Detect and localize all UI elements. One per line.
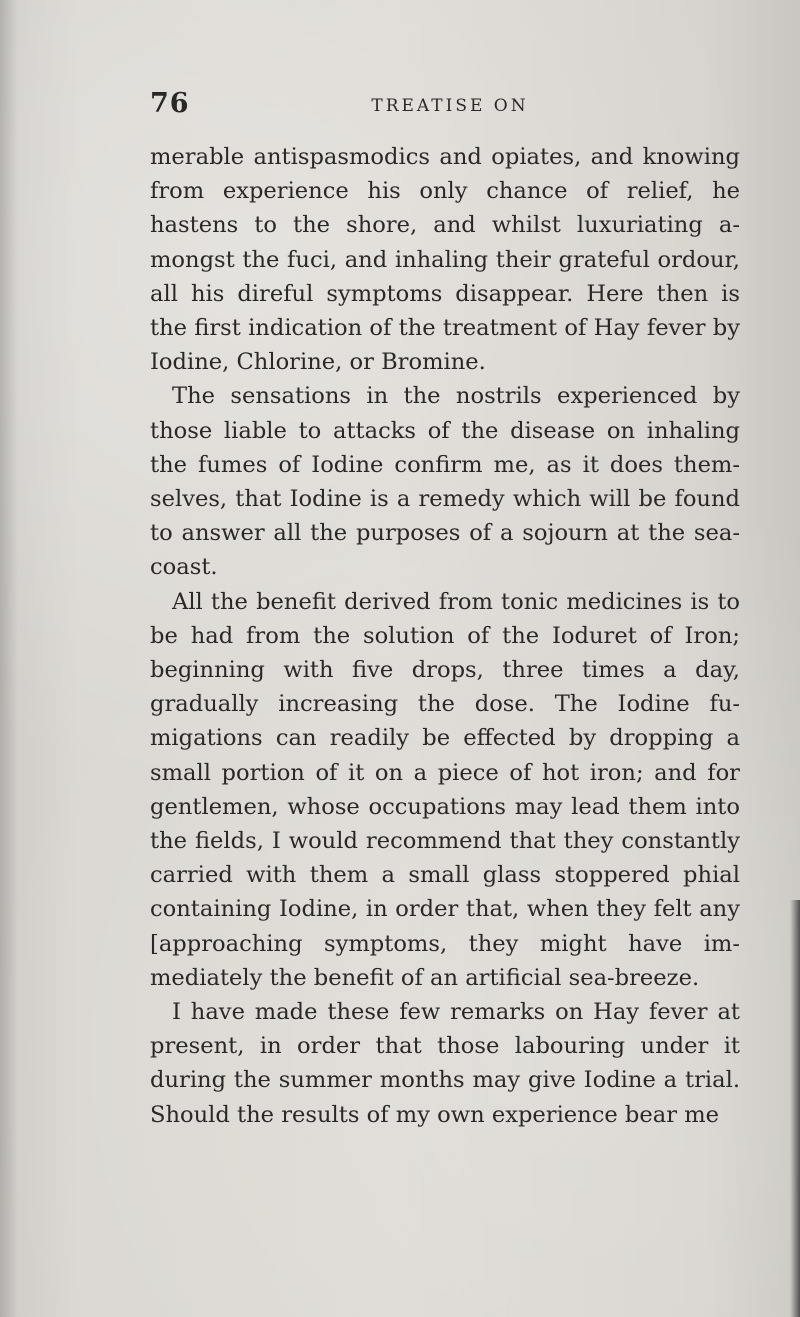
page-edge-shadow — [790, 900, 800, 1317]
paragraph-4: I have made these few remarks on Hay fever at present, in order that those labouring under it during the summer months may give Iodine a trial. Should the results of my own experience bear me — [150, 999, 740, 1128]
gutter-shadow — [0, 0, 18, 1317]
paragraph-1: merable antispasmodics and opiates, and knowing from experience his only chance of relief, he hastens to the shore, and whilst luxuriating a-mongst the fuci, and inhaling their grateful ordour, all his direful symptoms disappear. Here then is the first indication of the treatment of Hay fever by Iodine, Chlorine, or Bromine. — [150, 144, 740, 376]
paragraph-3: All the benefit derived from tonic medicines is to be had from the solution of the Ioduret of Iron; beginning with five drops, three times a day, gradually increasing the dose. The Iodine fu-migations can readily be effected by dropping a small portion of it on a piece of hot iron; and for gentlemen, whose occupations may lead them into the fields, I would recommend that they constantly carried with them a small glass stoppered phial containing Iodine, in order that, when they felt any [approaching symptoms, they might have im-mediately the benefit of an artificial sea-breeze. — [150, 588, 740, 991]
paragraph-2: The sensations in the nostrils experienced by those liable to attacks of the disease on inhaling the fumes of Iodine confirm me, as it does them-selves, that Iodine is a remedy which will be found to answer all the purposes of a sojourn at the sea-coast. — [150, 383, 740, 581]
page-header — [150, 88, 750, 126]
page-number: 76 — [150, 88, 190, 119]
running-title: TREATISE ON — [371, 96, 529, 116]
body-text — [150, 140, 740, 1132]
